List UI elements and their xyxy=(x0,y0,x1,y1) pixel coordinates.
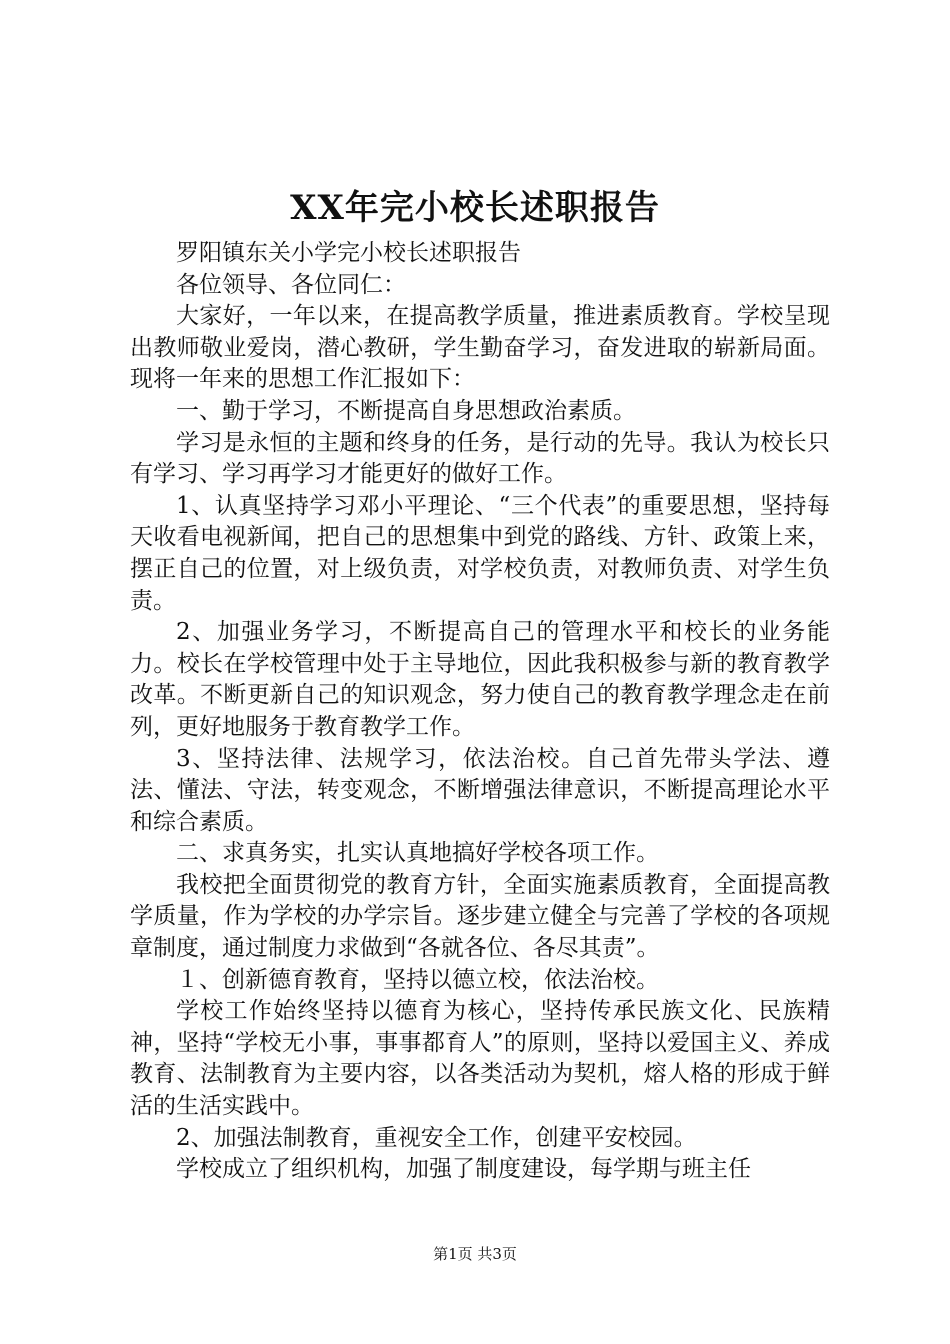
document-body xyxy=(130,238,830,1186)
paragraph-school-policy: 我校把全面贯彻党的教育方针，全面实施素质教育，全面提高教学质量，作为学校的办学宗旨。逐步建立健全与完善了学校的各项规章制度，通过制度力求做到“各就各位、各尽其责”。 xyxy=(130,871,830,962)
document-title: XX年完小校长述职报告 xyxy=(290,188,660,228)
paragraph-section-2-heading: 二、求真务实，扎实认真地搞好学校各项工作。 xyxy=(176,840,659,867)
paragraph-moral-education-heading: １、创新德育教育，坚持以德立校，依法治校。 xyxy=(176,966,659,993)
paragraph-item-2: 2、加强业务学习，不断提高自己的管理水平和校长的业务能力。校长在学校管理中处于主导地位，因此我积极参与新的教育教学改革。不断更新自己的知识观念，努力使自己的教育教学理念走在前列，更好地服务于教育教学工作。 xyxy=(130,619,830,740)
page-number: 第1页 共3页 xyxy=(433,1245,517,1263)
paragraph-school-heading: 罗阳镇东关小学完小校长述职报告 xyxy=(176,240,521,266)
paragraph-learning: 学习是永恒的主题和终身的任务，是行动的先导。我认为校长只有学习、学习再学习才能更好的做好工作。 xyxy=(130,429,830,488)
paragraph-moral-education: 学校工作始终坚持以德育为核心，坚持传承民族文化、民族精神，坚持“学校无小事，事事都育人”的原则，坚持以爱国主义、养成教育、法制教育为主要内容，以各类活动为契机，熔人格的形成于鲜活的生活实践中。 xyxy=(130,998,830,1120)
paragraph-safety-heading: 2、加强法制教育，重视安全工作，创建平安校园。 xyxy=(176,1124,697,1151)
paragraph-item-1: 1、认真坚持学习邓小平理论、“三个代表”的重要思想，坚持每天收看电视新闻，把自己的思想集中到党的路线、方针、政策上来，摆正自己的位置，对上级负责，对学校负责，对教师负责、对学生负责。 xyxy=(130,492,830,614)
paragraph-intro: 大家好，一年以来，在提高教学质量，推进素质教育。学校呈现出教师敬业爱岗，潜心教研，学生勤奋学习，奋发进取的崭新局面。现将一年来的思想工作汇报如下： xyxy=(130,303,830,393)
paragraph-safety: 学校成立了组织机构，加强了制度建设，每学期与班主任 xyxy=(176,1156,751,1183)
paragraph-section-1-heading: 一、勤于学习，不断提高自身思想政治素质。 xyxy=(176,397,636,424)
paragraph-salutation: 各位领导、各位同仁： xyxy=(176,271,406,298)
paragraph-item-3: 3、坚持法律、法规学习，依法治校。自己首先带头学法、遵法、懂法、守法，转变观念，不断增强法律意识，不断提高理论水平和综合素质。 xyxy=(130,745,830,835)
